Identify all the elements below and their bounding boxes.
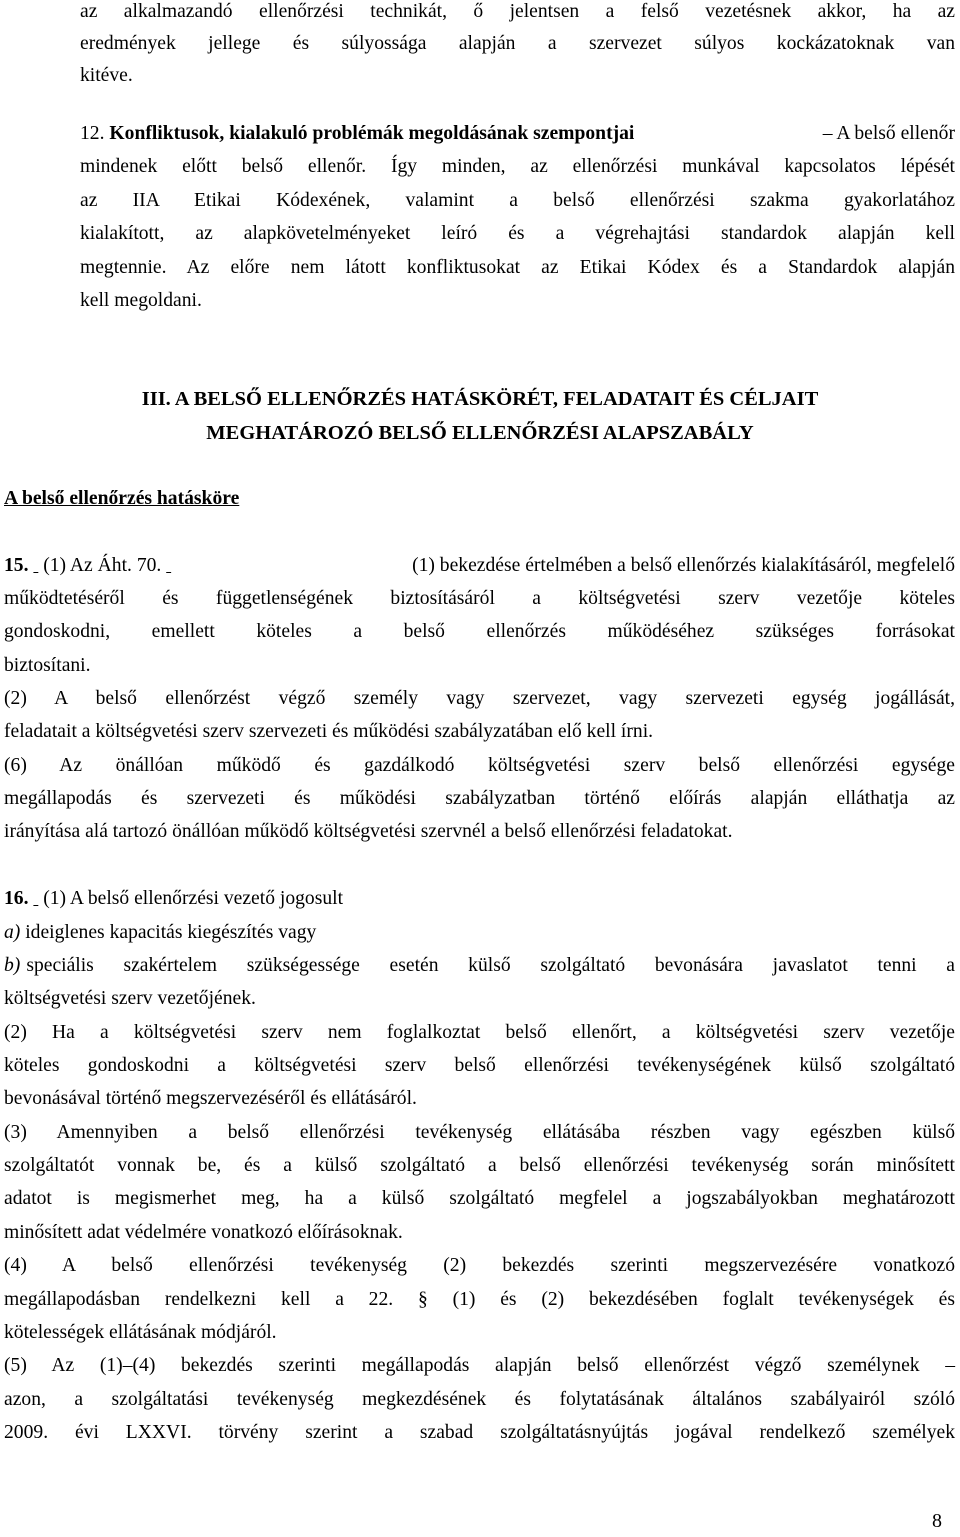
text-line: köteles gondoskodni a költségvetési szerv belső ellenőrzési tevékenységének külső szolgáltató — [4, 1055, 955, 1076]
list-item-a — [4, 921, 316, 945]
text-line: mindenek előtt belső ellenőr. Így minden, az ellenőrzési munkával kapcsolatos lépését — [80, 156, 955, 177]
text-line: kialakított, az alapkövetelményeket leíró és a végrehajtási standardok alapján kell — [80, 223, 955, 244]
text-line: eredmények jellege és súlyossága alapján a szervezet súlyos kockázatoknak van — [80, 33, 955, 54]
point-16-line — [4, 887, 343, 911]
point-number: 12. — [80, 123, 105, 144]
text-line: gondoskodni, emellett köteles a belső ellenőrzés működéséhez szükséges forrásokat — [4, 621, 955, 642]
list-label: a) — [4, 922, 21, 943]
text-line: kötelességek ellátásának módjáról. — [4, 1322, 277, 1343]
section-heading: MEGHATÁROZÓ BELSŐ ELLENŐRZÉSI ALAPSZABÁLY — [206, 422, 754, 444]
point-number: 16. — [4, 888, 29, 909]
page-number: 8 — [932, 1510, 942, 1532]
text-line: adatot is megismerhet meg, ha a külső szolgáltató megfelel a jogszabályokban meghatározott — [4, 1188, 955, 1209]
subsection-title: A belső ellenőrzés hatásköre — [4, 488, 240, 509]
text-span: (1) bekezdése értelmében a belső ellenőrzés kialakításáról, megfelelő — [412, 555, 955, 576]
text-line: megállapodásban rendelkezni kell a 22. § (1) és (2) bekezdésében foglalt tevékenységek és — [4, 1289, 955, 1310]
point-15-line — [4, 554, 955, 578]
text-line: (4) A belső ellenőrzési tevékenység (2) bekezdés szerinti megszervezésére vonatkozó — [4, 1255, 955, 1276]
text-line: (6) Az önállóan működő és gazdálkodó költségvetési szerv belső ellenőrzési egysége — [4, 755, 955, 776]
text-line: (3) Amennyiben a belső ellenőrzési tevékenység ellátásába részben vagy egészben külső — [4, 1122, 955, 1143]
text-line: az IIA Etikai Kódexének, valamint a belső ellenőrzési szakma gyakorlatához — [80, 190, 955, 211]
text-line: (2) Ha a költségvetési szerv nem foglalkoztat belső ellenőrt, a költségvetési szerv vezetője — [4, 1022, 955, 1043]
text-line: kitéve. — [80, 65, 133, 86]
section-sign — [33, 555, 38, 576]
text-line: szolgáltatót vonnak be, és a külső szolgáltató a belső ellenőrzési tevékenység során minősített — [4, 1155, 955, 1176]
list-item-b — [4, 954, 955, 978]
section-heading: III. A BELSŐ ELLENŐRZÉS HATÁSKÖRÉT, FELADATAIT ÉS CÉLJAIT — [141, 388, 819, 410]
text-line: az alkalmazandó ellenőrzési technikát, ő jelentsen a felső vezetésnek akkor, ha az — [80, 1, 955, 22]
section-sign — [166, 555, 171, 576]
text-line: (2) A belső ellenőrzést végző személy vagy szervezet, vagy szervezeti egység jogállását, — [4, 688, 955, 709]
text-line: minősített adat védelmére vonatkozó előírásoknak. — [4, 1222, 403, 1243]
text-line: azon, a szolgáltatási tevékenység megkezdésének és folytatásának általános szabályairól szóló — [4, 1389, 955, 1410]
text-line: irányítása alá tartozó önállóan működő költségvetési szervnél a belső ellenőrzési feladatokat. — [4, 821, 733, 842]
text-line: biztosítani. — [4, 655, 91, 676]
text-span: – A belső ellenőr — [822, 123, 955, 144]
text-line: feladatait a költségvetési szerv szervezeti és működési szabályzatában elő kell írni. — [4, 721, 654, 742]
text-span: (1) Az Áht. 70. — [43, 555, 162, 576]
section-sign — [33, 888, 38, 909]
text-line: működtetéséről és függetlenségének biztosításáról a költségvetési szerv vezetője köteles — [4, 588, 955, 609]
point-title: Konfliktusok, kialakuló problémák megoldásának szempontjai — [109, 123, 635, 144]
text-line: megállapodás és szervezeti és működési szabályzatban történő előírás alapján elláthatja az — [4, 788, 955, 809]
text-span: ideiglenes kapacitás kiegészítés vagy — [25, 922, 317, 943]
text-line: kell megoldani. — [80, 290, 202, 311]
list-label: b) — [4, 955, 21, 976]
text-span: speciális szakértelem szükségessége esetén külső szolgáltató bevonására javaslatot tenni a — [26, 955, 955, 976]
text-line: (5) Az (1)–(4) bekezdés szerinti megállapodás alapján belső ellenőrzést végző személynek – — [4, 1355, 955, 1376]
text-span: (1) A belső ellenőrzési vezető jogosult — [43, 888, 344, 909]
point-number: 15. — [4, 555, 29, 576]
text-line: 2009. évi LXXVI. törvény szerint a szabad szolgáltatásnyújtás jogával rendelkező személyek — [4, 1422, 955, 1443]
point-12-line — [80, 122, 955, 146]
text-line: bevonásával történő megszervezéséről és ellátásáról. — [4, 1088, 417, 1109]
text-line: költségvetési szerv vezetőjének. — [4, 988, 256, 1009]
text-line: megtennie. Az előre nem látott konfliktusokat az Etikai Kódex és a Standardok alapján — [80, 257, 955, 278]
